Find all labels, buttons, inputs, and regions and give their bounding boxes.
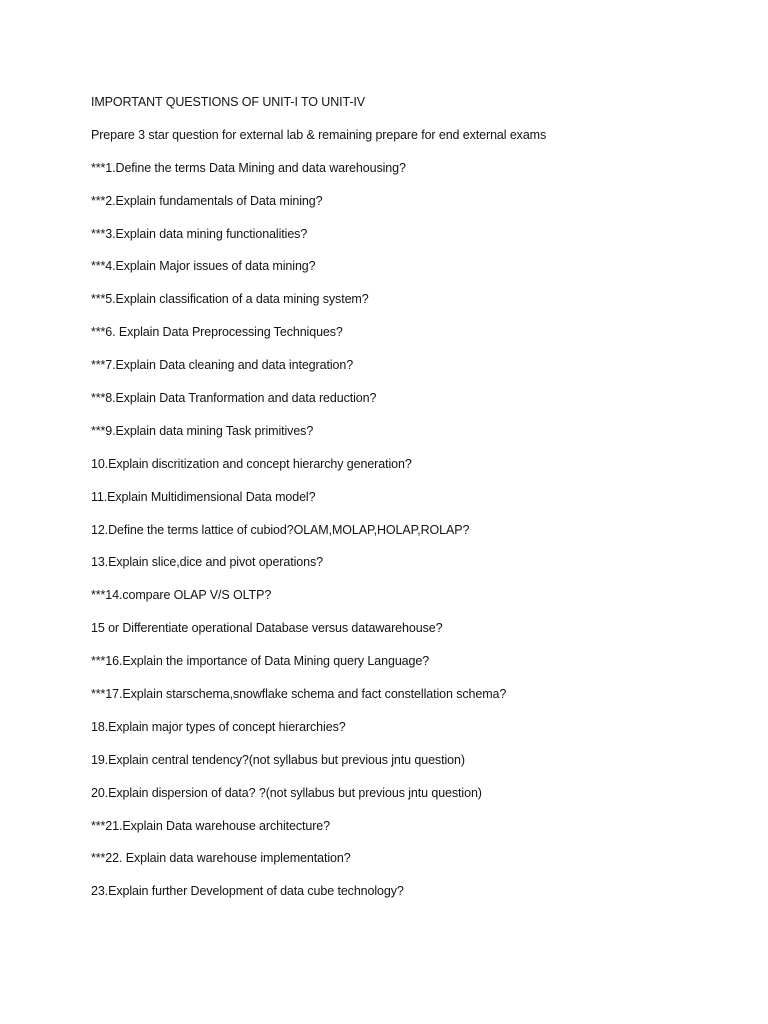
- question-13: 13.Explain slice,dice and pivot operations?: [91, 555, 323, 570]
- document-title: IMPORTANT QUESTIONS OF UNIT-I TO UNIT-IV: [91, 95, 366, 109]
- question-1: ***1.Define the terms Data Mining and data warehousing?: [91, 160, 406, 175]
- question-17: ***17.Explain starschema,snowflake schema and fact constellation schema?: [91, 687, 507, 702]
- question-15: 15 or Differentiate operational Database versus datawarehouse?: [91, 621, 443, 636]
- question-19: 19.Explain central tendency?(not syllabus but previous jntu question): [91, 752, 465, 767]
- question-7: ***7.Explain Data cleaning and data integration?: [91, 358, 354, 373]
- question-5: ***5.Explain classification of a data mining system?: [91, 292, 369, 307]
- question-9: ***9.Explain data mining Task primitives?: [91, 423, 314, 438]
- question-16: ***16.Explain the importance of Data Mining query Language?: [91, 654, 430, 669]
- question-3: ***3.Explain data mining functionalities?: [91, 226, 308, 241]
- question-18: 18.Explain major types of concept hierarchies?: [91, 719, 346, 734]
- question-11: 11.Explain Multidimensional Data model?: [91, 489, 316, 504]
- question-4: ***4.Explain Major issues of data mining?: [91, 259, 316, 274]
- question-2: ***2.Explain fundamentals of Data mining?: [91, 193, 323, 208]
- question-14: ***14.compare OLAP V/S OLTP?: [91, 588, 272, 603]
- document-instruction: Prepare 3 star question for external lab & remaining prepare for end external exams: [91, 127, 547, 142]
- question-6: ***6. Explain Data Preprocessing Techniques?: [91, 325, 343, 340]
- question-23: 23.Explain further Development of data cube technology?: [91, 884, 404, 899]
- question-22: ***22. Explain data warehouse implementation?: [91, 851, 351, 866]
- question-21: ***21.Explain Data warehouse architecture?: [91, 818, 331, 833]
- question-20: 20.Explain dispersion of data? ?(not syllabus but previous jntu question): [91, 785, 482, 800]
- question-12: 12.Define the terms lattice of cubiod?OLAM,MOLAP,HOLAP,ROLAP?: [91, 522, 470, 537]
- question-10: 10.Explain discritization and concept hierarchy generation?: [91, 456, 412, 471]
- question-8: ***8.Explain Data Tranformation and data reduction?: [91, 391, 377, 406]
